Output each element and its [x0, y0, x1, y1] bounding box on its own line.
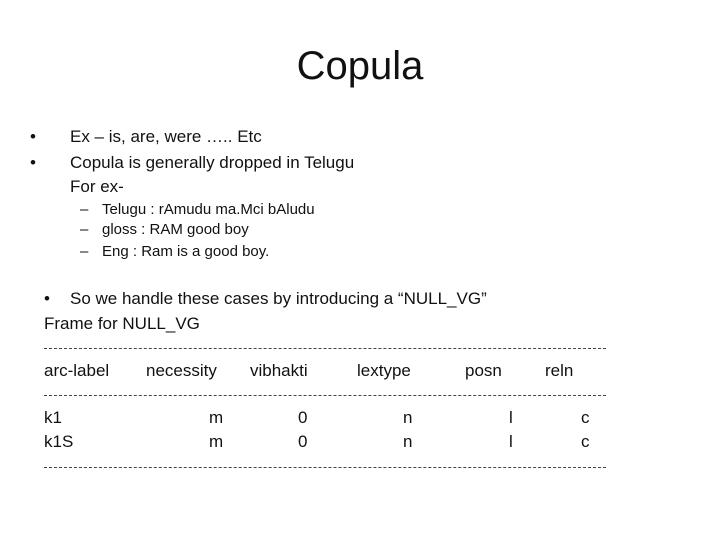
header-arc-label: arc-label: [44, 361, 110, 380]
bullet-examples: [30, 126, 262, 148]
bullet-marker: •: [30, 153, 36, 172]
cell-reln: c: [581, 432, 590, 451]
cell-posn: l: [509, 432, 513, 451]
cell-lextype: n: [403, 432, 413, 451]
table-rule-bottom: [44, 467, 606, 468]
header-lextype: lextype: [357, 361, 411, 380]
frame-label: Frame for NULL_VG: [44, 314, 200, 333]
slide-title: Copula: [296, 44, 424, 88]
bullet-text: Copula is generally dropped in Telugu: [70, 153, 355, 172]
subbullet-text: Eng : Ram is a good boy.: [102, 243, 270, 260]
dash-marker: –: [80, 201, 89, 218]
header-reln: reln: [545, 361, 574, 380]
bullet-marker: •: [30, 127, 36, 146]
cell-lextype: n: [403, 408, 413, 427]
header-necessity: necessity: [146, 361, 217, 380]
table-rule-middle: [44, 395, 606, 396]
cell-reln: c: [581, 408, 590, 427]
table-rule-top: [44, 348, 606, 349]
bullet-telugu: [30, 152, 354, 174]
cell-vibhakti: 0: [298, 408, 308, 427]
cell-necessity: m: [209, 432, 224, 451]
header-vibhakti: vibhakti: [250, 361, 308, 380]
bullet-text: So we handle these cases by introducing a “NULL_VG”: [70, 289, 487, 308]
cell-arc-label: k1: [44, 408, 62, 427]
bullet-null-vg: [44, 288, 487, 310]
header-posn: posn: [465, 361, 502, 380]
cell-arc-label: k1S: [44, 432, 74, 451]
subbullet-text: Telugu : rAmudu ma.Mci bAludu: [102, 201, 315, 218]
bullet-marker: •: [44, 289, 50, 308]
subbullet-telugu: [80, 200, 315, 220]
dash-marker: –: [80, 221, 89, 238]
subbullet-gloss: [80, 220, 249, 240]
bullet-continuation: For ex-: [70, 177, 124, 196]
cell-vibhakti: 0: [298, 432, 308, 451]
subbullet-text: gloss : RAM good boy: [102, 221, 249, 238]
subbullet-english: [80, 242, 269, 262]
cell-posn: l: [509, 408, 513, 427]
dash-marker: –: [80, 243, 89, 260]
cell-necessity: m: [209, 408, 224, 427]
bullet-text: Ex – is, are, were ….. Etc: [70, 127, 262, 146]
